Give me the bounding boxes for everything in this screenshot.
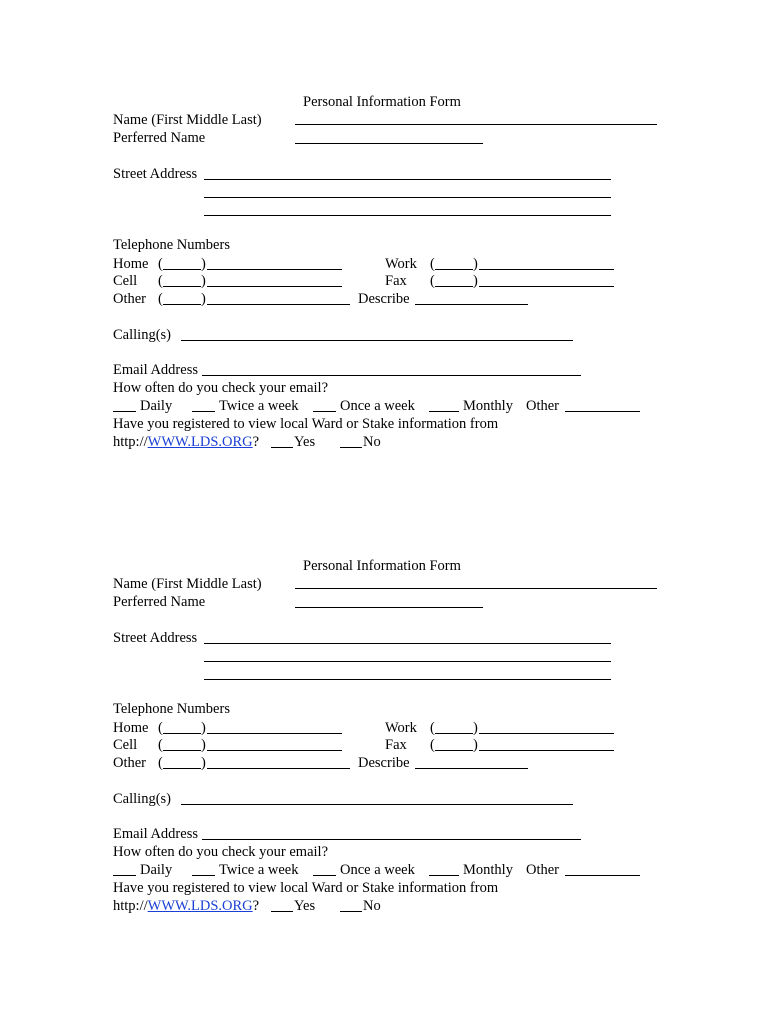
- fax-phone-field[interactable]: [479, 750, 614, 751]
- lds-org-link[interactable]: WWW.LDS.ORG: [147, 434, 253, 450]
- monthly-option-label: Monthly: [463, 398, 513, 414]
- registered-question: Have you registered to view local Ward or Stake information from: [113, 416, 499, 432]
- cell-area-close: ): [201, 737, 206, 753]
- fax-phone-field[interactable]: [479, 286, 614, 287]
- daily-option-label: Daily: [140, 398, 173, 414]
- home-area-close: ): [201, 720, 206, 736]
- other-area-code-field[interactable]: [163, 768, 201, 769]
- street-address-line-2[interactable]: [204, 197, 611, 198]
- describe-label: Describe: [358, 755, 410, 771]
- work-label: Work: [385, 720, 417, 736]
- yes-label: Yes: [294, 434, 316, 450]
- preferred-name-field[interactable]: [295, 143, 483, 144]
- name-field[interactable]: [295, 124, 657, 125]
- street-address-line-1[interactable]: [204, 179, 611, 180]
- once-week-option-label: Once a week: [340, 398, 415, 414]
- daily-check-blank[interactable]: [113, 875, 136, 876]
- street-address-line-2[interactable]: [204, 661, 611, 662]
- preferred-name-label: Perferred Name: [113, 130, 206, 146]
- personal-info-form-2: [0, 558, 770, 918]
- once-week-check-blank[interactable]: [313, 411, 336, 412]
- cell-area-open: (: [158, 737, 163, 753]
- work-area-code-field[interactable]: [435, 733, 473, 734]
- monthly-check-blank[interactable]: [429, 411, 459, 412]
- email-field[interactable]: [202, 375, 581, 376]
- work-area-open: (: [430, 256, 435, 272]
- other-phone-field[interactable]: [207, 304, 350, 305]
- lds-url-line: [113, 898, 259, 914]
- work-area-close: ): [473, 256, 478, 272]
- url-suffix: ?: [252, 898, 260, 914]
- street-address-label: Street Address: [113, 166, 198, 182]
- other-area-close: ): [201, 755, 206, 771]
- email-frequency-question: How often do you check your email?: [113, 844, 329, 860]
- name-field[interactable]: [295, 588, 657, 589]
- home-area-code-field[interactable]: [163, 269, 201, 270]
- work-area-code-field[interactable]: [435, 269, 473, 270]
- cell-phone-field[interactable]: [207, 750, 342, 751]
- home-label: Home: [113, 256, 149, 272]
- other-area-code-field[interactable]: [163, 304, 201, 305]
- other-option-label: Other: [526, 862, 560, 878]
- lds-url-line: [113, 434, 259, 450]
- url-prefix: http://: [113, 434, 148, 450]
- preferred-name-label: Perferred Name: [113, 594, 206, 610]
- cell-area-code-field[interactable]: [163, 286, 201, 287]
- other-frequency-field[interactable]: [565, 875, 640, 876]
- yes-label: Yes: [294, 898, 316, 914]
- fax-area-close: ): [473, 273, 478, 289]
- registered-question: Have you registered to view local Ward or Stake information from: [113, 880, 499, 896]
- telephone-heading: Telephone Numbers: [113, 701, 230, 717]
- cell-area-open: (: [158, 273, 163, 289]
- cell-area-close: ): [201, 273, 206, 289]
- personal-info-form-1: [0, 94, 770, 454]
- no-label: No: [363, 434, 381, 450]
- preferred-name-field[interactable]: [295, 607, 483, 608]
- name-label: Name (First Middle Last): [113, 576, 262, 592]
- other-label: Other: [113, 291, 147, 307]
- form-title: Personal Information Form: [303, 558, 461, 574]
- home-phone-field[interactable]: [207, 269, 342, 270]
- callings-label: Calling(s): [113, 327, 171, 343]
- twice-week-check-blank[interactable]: [192, 875, 215, 876]
- work-phone-field[interactable]: [479, 269, 614, 270]
- home-label: Home: [113, 720, 149, 736]
- cell-label: Cell: [113, 273, 138, 289]
- fax-area-open: (: [430, 737, 435, 753]
- street-address-line-3[interactable]: [204, 679, 611, 680]
- cell-label: Cell: [113, 737, 138, 753]
- describe-field[interactable]: [415, 768, 528, 769]
- name-label: Name (First Middle Last): [113, 112, 262, 128]
- describe-field[interactable]: [415, 304, 528, 305]
- home-area-close: ): [201, 256, 206, 272]
- url-prefix: http://: [113, 898, 148, 914]
- no-check-blank[interactable]: [340, 911, 362, 912]
- fax-label: Fax: [385, 273, 407, 289]
- monthly-option-label: Monthly: [463, 862, 513, 878]
- street-address-line-1[interactable]: [204, 643, 611, 644]
- lds-org-link[interactable]: WWW.LDS.ORG: [147, 898, 253, 914]
- no-label: No: [363, 898, 381, 914]
- home-area-open: (: [158, 720, 163, 736]
- once-week-option-label: Once a week: [340, 862, 415, 878]
- yes-check-blank[interactable]: [271, 447, 293, 448]
- fax-label: Fax: [385, 737, 407, 753]
- other-frequency-field[interactable]: [565, 411, 640, 412]
- fax-area-close: ): [473, 737, 478, 753]
- home-area-code-field[interactable]: [163, 733, 201, 734]
- email-field[interactable]: [202, 839, 581, 840]
- other-label: Other: [113, 755, 147, 771]
- work-phone-field[interactable]: [479, 733, 614, 734]
- cell-phone-field[interactable]: [207, 286, 342, 287]
- fax-area-code-field[interactable]: [435, 286, 473, 287]
- email-label: Email Address: [113, 826, 198, 842]
- callings-field[interactable]: [181, 340, 573, 341]
- fax-area-open: (: [430, 273, 435, 289]
- street-address-label: Street Address: [113, 630, 198, 646]
- telephone-heading: Telephone Numbers: [113, 237, 230, 253]
- no-check-blank[interactable]: [340, 447, 362, 448]
- work-area-open: (: [430, 720, 435, 736]
- url-suffix: ?: [252, 434, 260, 450]
- callings-label: Calling(s): [113, 791, 171, 807]
- daily-check-blank[interactable]: [113, 411, 136, 412]
- other-area-close: ): [201, 291, 206, 307]
- callings-field[interactable]: [181, 804, 573, 805]
- once-week-check-blank[interactable]: [313, 875, 336, 876]
- street-address-line-3[interactable]: [204, 215, 611, 216]
- home-phone-field[interactable]: [207, 733, 342, 734]
- work-area-close: ): [473, 720, 478, 736]
- home-area-open: (: [158, 256, 163, 272]
- fax-area-code-field[interactable]: [435, 750, 473, 751]
- twice-week-option-label: Twice a week: [219, 398, 299, 414]
- other-option-label: Other: [526, 398, 560, 414]
- describe-label: Describe: [358, 291, 410, 307]
- email-label: Email Address: [113, 362, 198, 378]
- monthly-check-blank[interactable]: [429, 875, 459, 876]
- yes-check-blank[interactable]: [271, 911, 293, 912]
- other-phone-field[interactable]: [207, 768, 350, 769]
- work-label: Work: [385, 256, 417, 272]
- email-frequency-question: How often do you check your email?: [113, 380, 329, 396]
- twice-week-option-label: Twice a week: [219, 862, 299, 878]
- other-area-open: (: [158, 755, 163, 771]
- twice-week-check-blank[interactable]: [192, 411, 215, 412]
- cell-area-code-field[interactable]: [163, 750, 201, 751]
- form-title: Personal Information Form: [303, 94, 461, 110]
- other-area-open: (: [158, 291, 163, 307]
- daily-option-label: Daily: [140, 862, 173, 878]
